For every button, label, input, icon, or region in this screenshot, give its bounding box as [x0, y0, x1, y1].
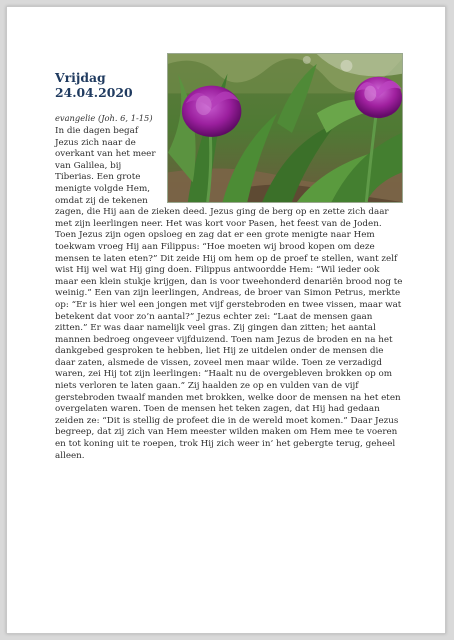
tulip-right-icon: [354, 77, 402, 118]
heading-date: 24.04.2020: [55, 85, 133, 100]
tulip-photo-image: [168, 54, 402, 202]
gospel-text: In die dagen begaf Jezus zich naar de overkant van het meer van Galilea, bij Tiberias. Een grote menigte volgde Hem, omdat zij de tekenen zagen, die Hij aan de zieken deed. Jezus ging de berg op en zette zich daar met zijn leerlingen neer. Het was kort voor Pasen, het feest van de Joden. Toen Jezus zijn ogen opsloeg en zag dat er een grote menigte naar Hem toekwam vroeg Hij aan Filippus: “Hoe moeten wij brood kopen om deze mensen te laten eten?” Dit zeide Hij om hem op de proef te stellen, want zelf wist Hij wel wat Hij ging doen. Filippus antwoordde Hem: “Wil ieder ook maar een klein stukje krijgen, dan is voor tweehonderd denariën brood nog te weinig.” Een van zijn leerlingen, Andreas, de broer van Simon Petrus, merkte op: “Er is hier wel een jongen met vijf gerstebroden en twee vissen, maar wat betekent dat voor zo’n aantal?” Jezus echter zei: “Laat de mensen gaan zitten.” Er was daar namelijk veel gras. Zij gingen dan zitten; het aantal mannen bedroeg ongeveer vijfduizend. Toen nam Jezus de broden en na het dankgebed gesproken te hebben, liet Hij ze uitdelen onder de mensen die daar zaten, alsmede de vissen, zoveel men maar wilde. Toen ze verzadigd waren, zei Hij tot zijn leerlingen: “Haalt nu de overgebleven brokken op om niets verloren te laten gaan.” Zij haalden ze op en vulden van de vijf gerstebroden twaalf manden met brokken, welke door de mensen na het eten overgelaten waren. Toen de mensen het teken zagen, dat Hij had gedaan zeiden ze: “Dit is stellig de profeet die in de wereld moet komen.” Daar Jezus begreep, dat zij zich van Hem meester wilden maken om Hem mee te voeren en tot koning uit te roepen, trok Hij zich weer in’ het gebergte terug, geheel alleen.: [55, 126, 403, 461]
document-page: [6, 6, 446, 634]
tulip-left-icon: [182, 86, 241, 137]
gospel-reference: evangelie (Joh. 6, 1-15): [55, 113, 153, 123]
heading-day: Vrijdag: [55, 70, 106, 85]
tulip-photo: [167, 53, 403, 203]
page-content: [55, 53, 403, 462]
